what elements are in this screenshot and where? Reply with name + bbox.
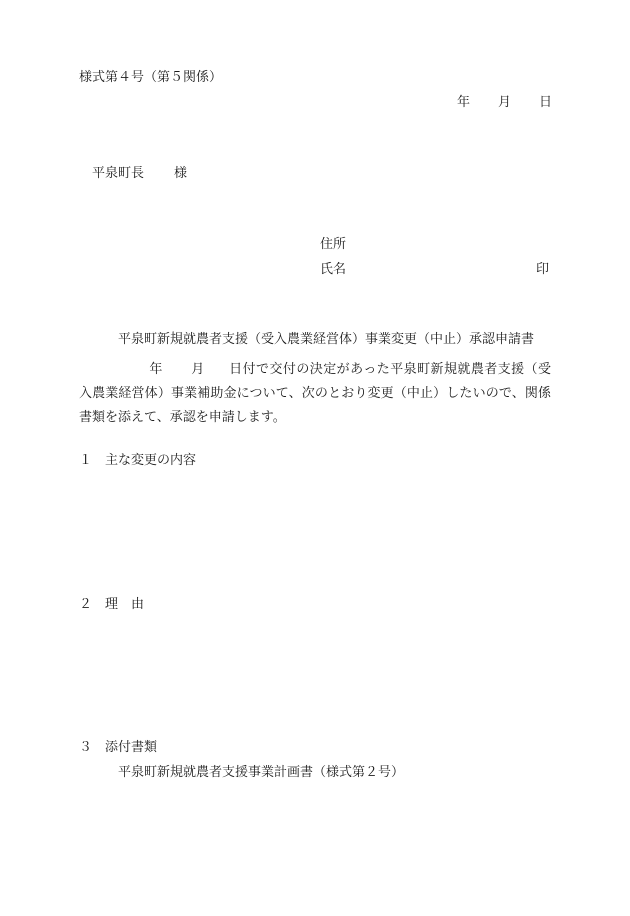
body-text: 日付で交付の決定があった平泉町新規就農者支援（受入農業経営体）事業補助金について、次のとおり変更（中止）したいので、関係書類を添えて、承認を申請します。 bbox=[79, 362, 551, 425]
section-label: 理 由 bbox=[105, 597, 145, 612]
body-year: 年 bbox=[149, 362, 163, 377]
addressee bbox=[92, 167, 187, 180]
date-year: 年 bbox=[457, 95, 471, 110]
document-title: 平泉町新規就農者支援（受入農業経営体）事業変更（中止）承認申請書 bbox=[118, 332, 535, 347]
attachment-item: 平泉町新規就農者支援事業計画書（様式第２号） bbox=[118, 765, 405, 780]
body-paragraph bbox=[79, 358, 551, 430]
section-reason bbox=[79, 598, 144, 611]
form-number: 様式第４号（第５関係） bbox=[79, 70, 223, 85]
section-number: ２ bbox=[79, 597, 93, 612]
addressee-honorific: 様 bbox=[174, 166, 188, 181]
name-label: 氏名 bbox=[320, 262, 347, 277]
section-label: 添付書類 bbox=[105, 740, 158, 755]
section-number: １ bbox=[79, 453, 93, 468]
section-number: ３ bbox=[79, 740, 93, 755]
date-day: 日 bbox=[539, 95, 553, 110]
addressee-name: 平泉町長 bbox=[92, 166, 145, 181]
section-changes bbox=[79, 454, 196, 467]
date-line bbox=[457, 96, 552, 109]
section-attachments bbox=[79, 741, 157, 754]
date-month: 月 bbox=[498, 95, 512, 110]
address-label: 住所 bbox=[320, 237, 347, 252]
seal-mark: 印 bbox=[536, 262, 550, 277]
body-month: 月 bbox=[190, 362, 205, 377]
section-label: 主な変更の内容 bbox=[105, 453, 197, 468]
